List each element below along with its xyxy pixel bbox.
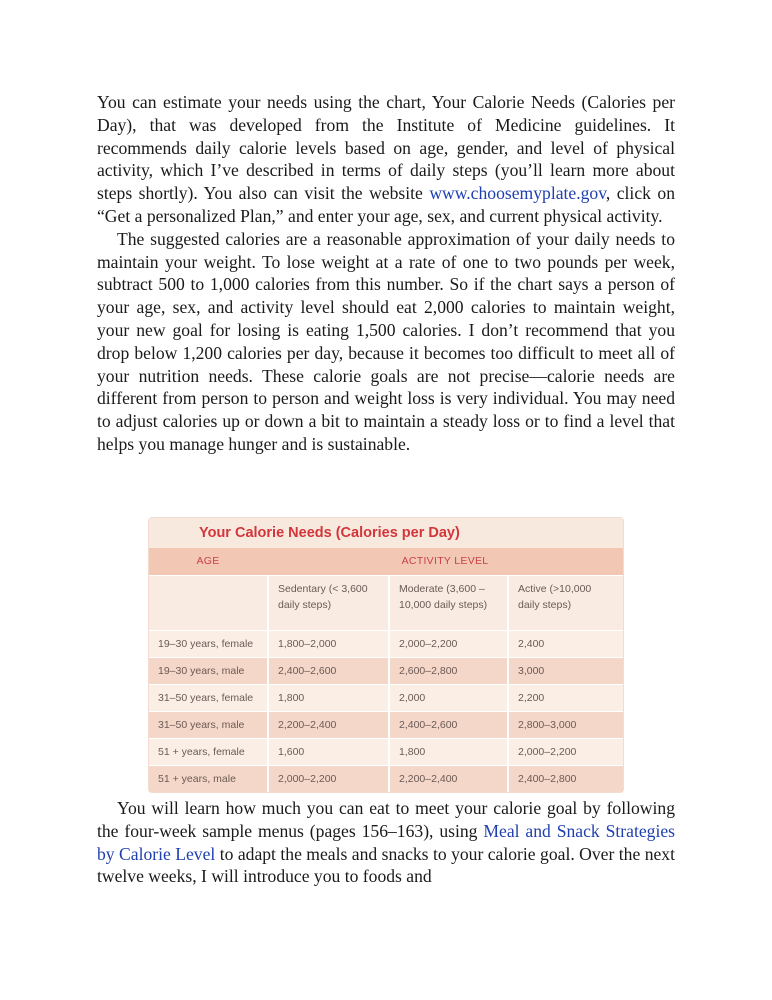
sedentary-header: Sedentary (< 3,600 daily steps) <box>267 576 388 630</box>
paragraph-3-text: You will learn how much you can eat to meet your calorie goal by following the four-week sample menus (pages 156–163), using <box>97 798 675 841</box>
age-cell: 19–30 years, female <box>158 638 254 650</box>
calorie-needs-table <box>149 518 623 792</box>
age-header: AGE <box>196 555 220 567</box>
paragraph-1-text-end: , click on “Get a personalized Plan,” and enter your age, sex, and current physical activity. <box>97 183 675 226</box>
paragraph-3-text-end: to adapt the meals and snacks to your calorie goal. Over the next twelve weeks, I will introduce you to foods and <box>97 843 675 887</box>
sedentary-cell: 1,600 <box>267 739 388 765</box>
choosemyplate-link[interactable]: www.choosemyplate.gov <box>429 183 606 204</box>
active-header: Active (>10,000 daily steps) <box>507 576 623 630</box>
table-title: Your Calorie Needs (Calories per Day) <box>149 518 623 548</box>
age-cell: 51 + years, male <box>158 773 236 785</box>
moderate-header: Moderate (3,600 – 10,000 daily steps) <box>388 576 507 630</box>
active-cell: 2,800–3,000 <box>507 712 623 738</box>
sedentary-cell: 2,400–2,600 <box>267 658 388 684</box>
age-cell: 19–30 years, male <box>158 665 245 677</box>
sedentary-cell: 1,800 <box>267 685 388 711</box>
age-cell: 51 + years, female <box>158 746 245 758</box>
activity-subheader-row <box>149 575 623 630</box>
table-row <box>149 738 623 765</box>
paragraph-3 <box>97 797 675 888</box>
paragraph-2: The suggested calories are a reasonable approximation of your daily needs to maintain your weight. To lose weight at a rate of one to two pounds per week, subtract 500 to 1,000 calories from this number. So if the chart says a person of your age, sex, and activity level should eat 2,000 calories to maintain weight, your new goal for losing is eating 1,500 calories. I don’t recommend that you drop below 1,200 calories per day, because it becomes too difficult to meet all of your nutrition needs. These calorie goals are not precise—calorie needs are different from person to person and weight loss is very individual. You may need to adjust calories up or down a bit to maintain a steady loss or to find a level that helps you manage hunger and is sustainable. <box>97 228 675 454</box>
intro-text <box>97 91 675 456</box>
sedentary-cell: 2,000–2,200 <box>267 766 388 792</box>
sedentary-cell: 1,800–2,000 <box>267 631 388 657</box>
table-row <box>149 630 623 657</box>
moderate-cell: 2,200–2,400 <box>388 766 507 792</box>
sedentary-cell: 2,200–2,400 <box>267 712 388 738</box>
table-header-band <box>149 548 623 575</box>
closing-text <box>97 797 675 888</box>
moderate-cell: 2,400–2,600 <box>388 712 507 738</box>
active-cell: 3,000 <box>507 658 623 684</box>
paragraph-1-text: You can estimate your needs using the chart, Your Calorie Needs (Calories per Day), that was developed from the Institute of Medicine guidelines. It recommends daily calorie levels based on age, gender, and level of physical activity, which I’ve described in terms of daily steps (you’ll learn more about steps shortly). You also can visit the website <box>97 92 675 204</box>
moderate-cell: 2,600–2,800 <box>388 658 507 684</box>
active-cell: 2,400–2,800 <box>507 766 623 792</box>
moderate-cell: 2,000–2,200 <box>388 631 507 657</box>
active-cell: 2,400 <box>507 631 623 657</box>
meal-snack-strategies-link[interactable]: Meal and Snack Strategies by Calorie Level <box>97 820 675 864</box>
active-cell: 2,000–2,200 <box>507 739 623 765</box>
table-row <box>149 711 623 738</box>
age-cell: 31–50 years, female <box>158 692 254 704</box>
active-cell: 2,200 <box>507 685 623 711</box>
table-row <box>149 657 623 684</box>
moderate-cell: 1,800 <box>388 739 507 765</box>
table-row <box>149 684 623 711</box>
moderate-cell: 2,000 <box>388 685 507 711</box>
activity-level-header: ACTIVITY LEVEL <box>401 555 489 567</box>
table-row <box>149 765 623 792</box>
paragraph-1 <box>97 91 675 228</box>
subheader-empty <box>149 576 267 630</box>
age-cell: 31–50 years, male <box>158 719 245 731</box>
